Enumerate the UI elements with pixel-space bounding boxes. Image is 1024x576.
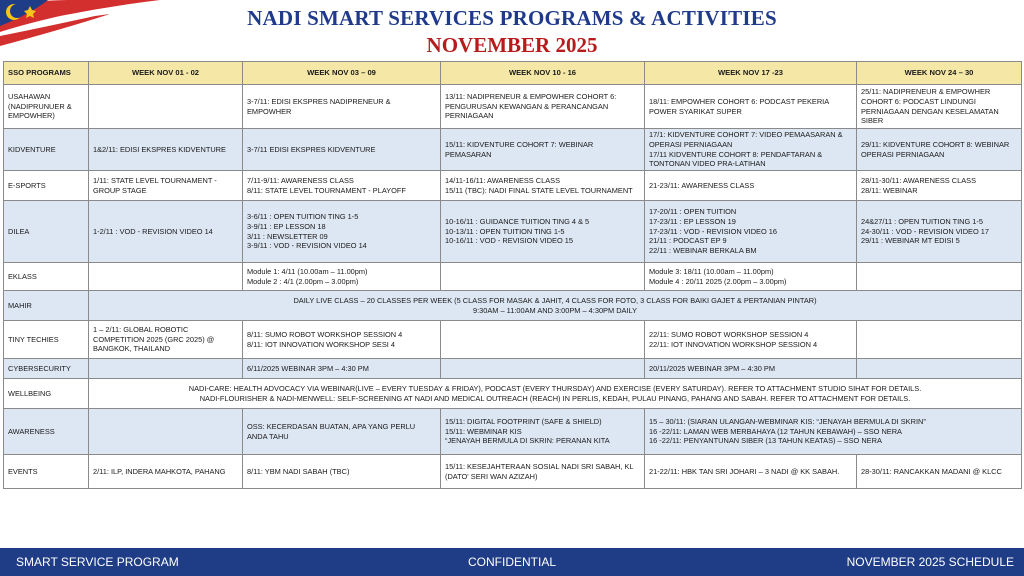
cell-text: 15/11: DIGITAL FOOTPRINT (SAFE & SHIELD) (445, 416, 602, 426)
cell-text: 1&2/11: EDISI EKSPRES KIDVENTURE (93, 144, 226, 154)
table-cell (645, 201, 857, 263)
cell-text: Module 4 : 20/11 2025 (2.00pm – 3.00pm) (649, 276, 787, 286)
footer-center-text: CONFIDENTIAL (467, 555, 556, 569)
table-cell (243, 455, 441, 489)
cell-text: 25/11: NADIPRENEUR & EMPOWHER COHORT 6: PODCAST LINDUNGI PERNIAGAAN DENGAN KESELAMATAN SIBER (861, 86, 999, 126)
cell-text: Module 1: 4/11 (10.00am – 11.00pm) (247, 266, 368, 276)
cell-text: 9:30AM – 11:00AM AND 3:00PM – 4:30PM DAILY (472, 305, 638, 315)
cell-text: 21-22/11: HBK TAN SRI JOHARI – 3 NADI @ KK SABAH. (649, 466, 840, 476)
table-cell (645, 409, 1022, 455)
program-name: EVENTS (4, 455, 89, 489)
table-cell (441, 129, 645, 171)
cell-text: 10-16/11 : VOD - REVISION VIDEO 15 (445, 236, 574, 246)
table-cell (857, 359, 1022, 379)
table-cell (243, 201, 441, 263)
program-name: KIDVENTURE (4, 129, 89, 171)
table-cell (243, 171, 441, 201)
table-row (4, 171, 1022, 201)
cell-text: 16 -22/11: PENYANTUNAN SIBER (13 TAHUN KEATAS) – SSO NERA (649, 436, 882, 446)
cell-text: 3-7/11: EDISI EKSPRES NADIPRENEUR & EMPOWHER (247, 96, 391, 116)
cell-text: 1/11: STATE LEVEL TOURNAMENT - GROUP STAGE (93, 175, 217, 195)
cell-text: “JENAYAH BERMULA DI SKRIN: PERANAN KITA (445, 436, 610, 446)
table-cell (89, 291, 1022, 321)
cell-text: NADI-FLOURISHER & NADI-MENWELL: SELF-SCREENING AT NADI AND MEDICAL OUTREACH (REACH) IN PERLIS, KEDAH, PULAU PINANG, PAHANG AND SABAH. REFER TO ATTACHMENT FOR DETAILS. (199, 393, 911, 403)
footer-right-text: NOVEMBER 2025 SCHEDULE (846, 555, 1014, 569)
program-name: CYBERSECURITY (4, 359, 89, 379)
table-cell (89, 321, 243, 359)
table-cell (857, 129, 1022, 171)
table-cell (243, 409, 441, 455)
table-cell (441, 409, 645, 455)
column-header: WEEK NOV 01 - 02 (89, 62, 243, 85)
table-header-row (4, 62, 1022, 85)
column-header: WEEK NOV 03 – 09 (243, 62, 441, 85)
column-header: WEEK NOV 17 -23 (645, 62, 857, 85)
program-name: DILEA (4, 201, 89, 263)
cell-text: Module 3: 18/11 (10.00am – 11.00pm) (649, 266, 774, 276)
table-cell (89, 409, 243, 455)
cell-text: 15 – 30/11: (SIARAN ULANGAN-WEBMINAR KIS: “JENAYAH BERMULA DI SKRIN” (649, 416, 926, 426)
cell-text: 24&27/11 : OPEN TUITION TING 1-5 (861, 216, 983, 226)
table-cell (89, 201, 243, 263)
footer-left-text: SMART SERVICE PROGRAM (16, 555, 179, 569)
cell-text: 2/11: ILP, INDERA MAHKOTA, PAHANG (93, 466, 226, 476)
cell-text: 8/11: SUMO ROBOT WORKSHOP SESSION 4 (247, 329, 403, 339)
cell-text: 20/11/2025 WEBINAR 3PM – 4:30 PM (649, 363, 775, 373)
cell-text: 10-16/11 : GUIDANCE TUITION TING 4 & 5 (445, 216, 590, 226)
cell-text: 17/1: KIDVENTURE COHORT 7: VIDEO PEMAASARAN & OPERASI PERNIAGAAN (649, 130, 843, 149)
table-cell (441, 201, 645, 263)
table-row (4, 291, 1022, 321)
table-row (4, 85, 1022, 129)
cell-text: NADI-CARE: HEALTH ADVOCACY VIA WEBINAR(LIVE – EVERY TUESDAY & FRIDAY), PODCAST (EVERY THURSDAY) AND EXERCISE (EVERY SATURDAY). REFER TO ATTACHMENT STUDIO SIHAT FOR DETAILS. (188, 383, 922, 393)
column-header: SSO PROGRAMS (4, 62, 89, 85)
cell-text: 1-2/11 : VOD - REVISION VIDEO 14 (93, 226, 213, 236)
program-name: WELLBEING (4, 379, 89, 409)
cell-text: 24-30/11 : VOD - REVISION VIDEO 17 (861, 226, 990, 236)
cell-text: 17-20/11 : OPEN TUITION (649, 207, 737, 217)
cell-text: DAILY LIVE CLASS – 20 CLASSES PER WEEK (5 CLASS FOR MASAK & JAHIT, 4 CLASS FOR FOTO, 3 CLASS FOR BAIKI GAJET & PERTANIAN PINTAR) (293, 295, 817, 305)
cell-text: 17/11 KIDVENTURE COHORT 8: PENDAFTARAN & TONTONAN VIDEO PRA-LATIHAN (649, 149, 823, 169)
table-cell (857, 455, 1022, 489)
program-name: TINY TECHIES (4, 321, 89, 359)
cell-text: 7/11-9/11: AWARENESS CLASS (247, 175, 354, 185)
table-row (4, 359, 1022, 379)
cell-text: 3-7/11 EDISI EKSPRES KIDVENTURE (247, 144, 376, 154)
table-row (4, 409, 1022, 455)
cell-text: 22/11: IOT INNOVATION WORKSHOP SESSION 4 (649, 339, 818, 349)
table-cell (441, 321, 645, 359)
table-row (4, 321, 1022, 359)
table-cell (89, 171, 243, 201)
table-cell (645, 455, 857, 489)
table-cell (857, 321, 1022, 359)
cell-text: 29/11 : WEBINAR MT EDISI 5 (861, 236, 960, 246)
cell-text: 28/11-30/11: AWARENESS CLASS (861, 175, 977, 185)
page-title: NADI SMART SERVICES PROGRAMS & ACTIVITIES (247, 6, 777, 30)
table-cell (645, 359, 857, 379)
cell-text: 14/11-16/11: AWARENESS CLASS (445, 175, 561, 185)
table-cell (441, 359, 645, 379)
cell-text: 21/11 : PODCAST EP 9 (649, 236, 727, 246)
cell-text: 28/11: WEBINAR (861, 185, 918, 195)
table-cell (645, 171, 857, 201)
table-cell (645, 129, 857, 171)
cell-text: 21-23/11: AWARENESS CLASS (649, 180, 755, 190)
program-name: MAHIR (4, 291, 89, 321)
cell-text: 16 -22/11: LAMAN WEB MERBAHAYA (12 TAHUN KEBAWAH) – SSO NERA (649, 426, 902, 436)
table-row (4, 263, 1022, 291)
program-name: E-SPORTS (4, 171, 89, 201)
table-cell (243, 321, 441, 359)
table-cell (857, 171, 1022, 201)
cell-text: 18/11: EMPOWHER COHORT 6: PODCAST PEKERIA POWER SYARIKAT SUPER (649, 96, 829, 116)
cell-text: OSS: KECERDASAN BUATAN, APA YANG PERLU ANDA TAHU (247, 421, 416, 441)
table-cell (243, 85, 441, 129)
cell-text: 15/11: KIDVENTURE COHORT 7: WEBINAR PEMASARAN (445, 139, 594, 159)
table-cell (645, 85, 857, 129)
table-cell (441, 85, 645, 129)
table-row (4, 455, 1022, 489)
cell-text: 28-30/11: RANCAKKAN MADANI @ KLCC (861, 466, 1002, 476)
table-cell (645, 321, 857, 359)
column-header: WEEK NOV 10 - 16 (441, 62, 645, 85)
cell-text: 1 – 2/11: GLOBAL ROBOTIC COMPETITION 2025 (GRC 2025) @ BANGKOK, THAILAND (93, 324, 215, 354)
table-cell (645, 263, 857, 291)
cell-text: 17-23/11 : EP LESSON 19 (649, 216, 736, 226)
table-cell (441, 455, 645, 489)
table-cell (243, 263, 441, 291)
table-row (4, 201, 1022, 263)
cell-text: 8/11: IOT INNOVATION WORKSHOP SESI 4 (247, 339, 395, 349)
program-name: EKLASS (4, 263, 89, 291)
table-cell (441, 263, 645, 291)
column-header: WEEK NOV 24 – 30 (857, 62, 1022, 85)
cell-text: 3-9/11 : VOD - REVISION VIDEO 14 (247, 241, 367, 251)
cell-text: 8/11: YBM NADI SABAH (TBC) (247, 466, 350, 476)
table-cell (89, 85, 243, 129)
footer-bar (0, 548, 1024, 576)
program-name: AWARENESS (4, 409, 89, 455)
cell-text: 22/11: SUMO ROBOT WORKSHOP SESSION 4 (649, 329, 809, 339)
cell-text: 15/11 (TBC): NADI FINAL STATE LEVEL TOURNAMENT (445, 185, 633, 195)
cell-text: 17-23/11 : VOD - REVISION VIDEO 16 (649, 226, 778, 236)
cell-text: 29/11: KIDVENTURE COHORT 8: WEBINAR OPERASI PERNIAGAAN (861, 139, 1010, 159)
cell-text: 8/11: STATE LEVEL TOURNAMENT - PLAYOFF (247, 185, 406, 195)
cell-text: 6/11/2025 WEBINAR 3PM – 4:30 PM (247, 363, 369, 373)
table-cell (243, 129, 441, 171)
cell-text: 15/11: KESEJAHTERAAN SOSIAL NADI SRI SABAH, KL (DATO' SERI WAN AZIZAH) (445, 461, 634, 481)
cell-text: 3-6/11 : OPEN TUITION TING 1-5 (247, 212, 359, 222)
page-subtitle: NOVEMBER 2025 (426, 33, 598, 57)
table-cell (441, 171, 645, 201)
cell-text: Module 2 : 4/1 (2.00pm – 3.00pm) (247, 276, 359, 286)
table-cell (857, 201, 1022, 263)
program-name: USAHAWAN (NADIPRUNUER & EMPOWHER) (4, 85, 89, 129)
table-cell (89, 263, 243, 291)
cell-text: 15/11: WEBMINAR KIS (445, 426, 522, 436)
cell-text: 3/11 : NEWSLETTER 09 (247, 231, 328, 241)
table-cell (857, 263, 1022, 291)
table-cell (857, 85, 1022, 129)
cell-text: 22/11 : WEBINAR BERKALA BM (649, 246, 757, 256)
schedule-table (3, 61, 1022, 489)
table-cell (89, 455, 243, 489)
table-cell (89, 359, 243, 379)
table-cell (89, 129, 243, 171)
cell-text: 3-9/11 : EP LESSON 18 (247, 221, 326, 231)
cell-text: 13/11: NADIPRENEUR & EMPOWHER COHORT 6: PENGURUSAN KEWANGAN & PERANCANGAN PERNIAGAAN (445, 91, 617, 121)
table-cell (89, 379, 1022, 409)
cell-text: 10-13/11 : OPEN TUITION TING 1-5 (445, 226, 565, 236)
table-row (4, 129, 1022, 171)
table-cell (243, 359, 441, 379)
table-row (4, 379, 1022, 409)
